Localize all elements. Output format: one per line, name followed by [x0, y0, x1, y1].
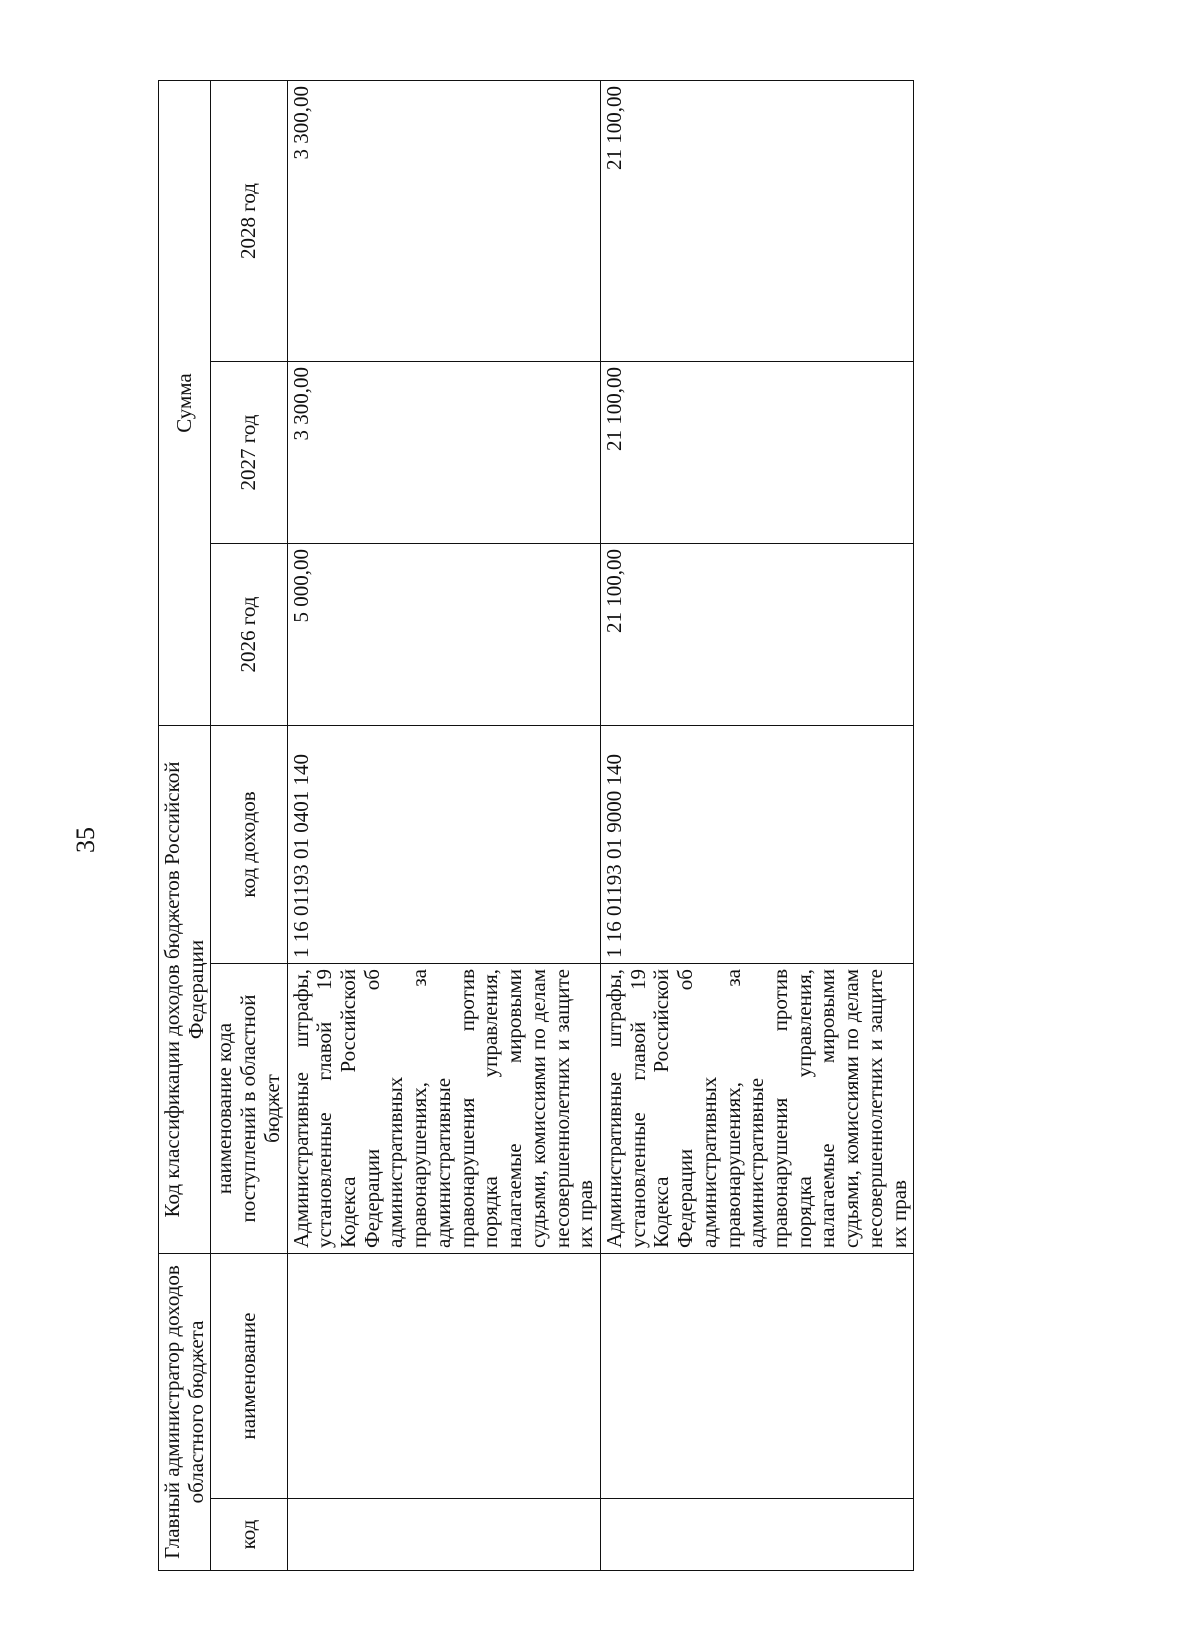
income-code-cell: 1 16 01193 01 9000 140 — [600, 725, 913, 963]
page-number: 35 — [71, 827, 100, 853]
sum-group-header: Сумма — [159, 80, 211, 725]
col-2026-header: 2026 год — [211, 543, 287, 725]
table-row — [287, 80, 600, 1570]
revenue-table — [158, 80, 914, 1571]
sum-2028-cell: 3 300,00 — [287, 80, 600, 361]
admin-name-cell — [600, 1254, 913, 1499]
col-code-header: код — [211, 1499, 287, 1571]
col-income-name-header: наименование кода поступлений в областной бюджет — [211, 964, 287, 1254]
sum-2027-cell: 3 300,00 — [287, 361, 600, 543]
income-name-cell: Административные штрафы, установленные главой 19 Кодекса Российской Федерации об административных правонарушениях, за административные правонарушения против порядка управления, налагаемые мировыми судьями, комиссиями по делам несовершеннолетних и защите их прав — [287, 964, 600, 1254]
col-2027-header: 2027 год — [211, 361, 287, 543]
sum-2027-cell: 21 100,00 — [600, 361, 913, 543]
income-name-cell: Административные штрафы, установленные главой 19 Кодекса Российской Федерации об административных правонарушениях, за административные правонарушения против порядка управления, налагаемые мировыми судьями, комиссиями по делам несовершеннолетних и защите их прав — [600, 964, 913, 1254]
classification-group-header: Код классификации доходов бюджетов Российской Федерации — [159, 725, 211, 1253]
sum-2026-cell: 5 000,00 — [287, 543, 600, 725]
col-name-header: наименование — [211, 1254, 287, 1499]
admin-name-cell — [287, 1254, 600, 1499]
admin-code-cell — [600, 1499, 913, 1571]
sum-2026-cell: 21 100,00 — [600, 543, 913, 725]
table-row — [600, 80, 913, 1570]
sum-2028-cell: 21 100,00 — [600, 80, 913, 361]
header-row-top — [159, 80, 211, 1570]
rotated-table-container — [158, 81, 911, 1571]
admin-code-cell — [287, 1499, 600, 1571]
header-row-sub — [211, 80, 287, 1570]
income-code-cell: 1 16 01193 01 0401 140 — [287, 725, 600, 963]
col-2028-header: 2028 год — [211, 80, 287, 361]
admin-group-header: Главный администратор доходов областного бюджета — [159, 1254, 211, 1571]
col-income-code-header: код доходов — [211, 725, 287, 963]
